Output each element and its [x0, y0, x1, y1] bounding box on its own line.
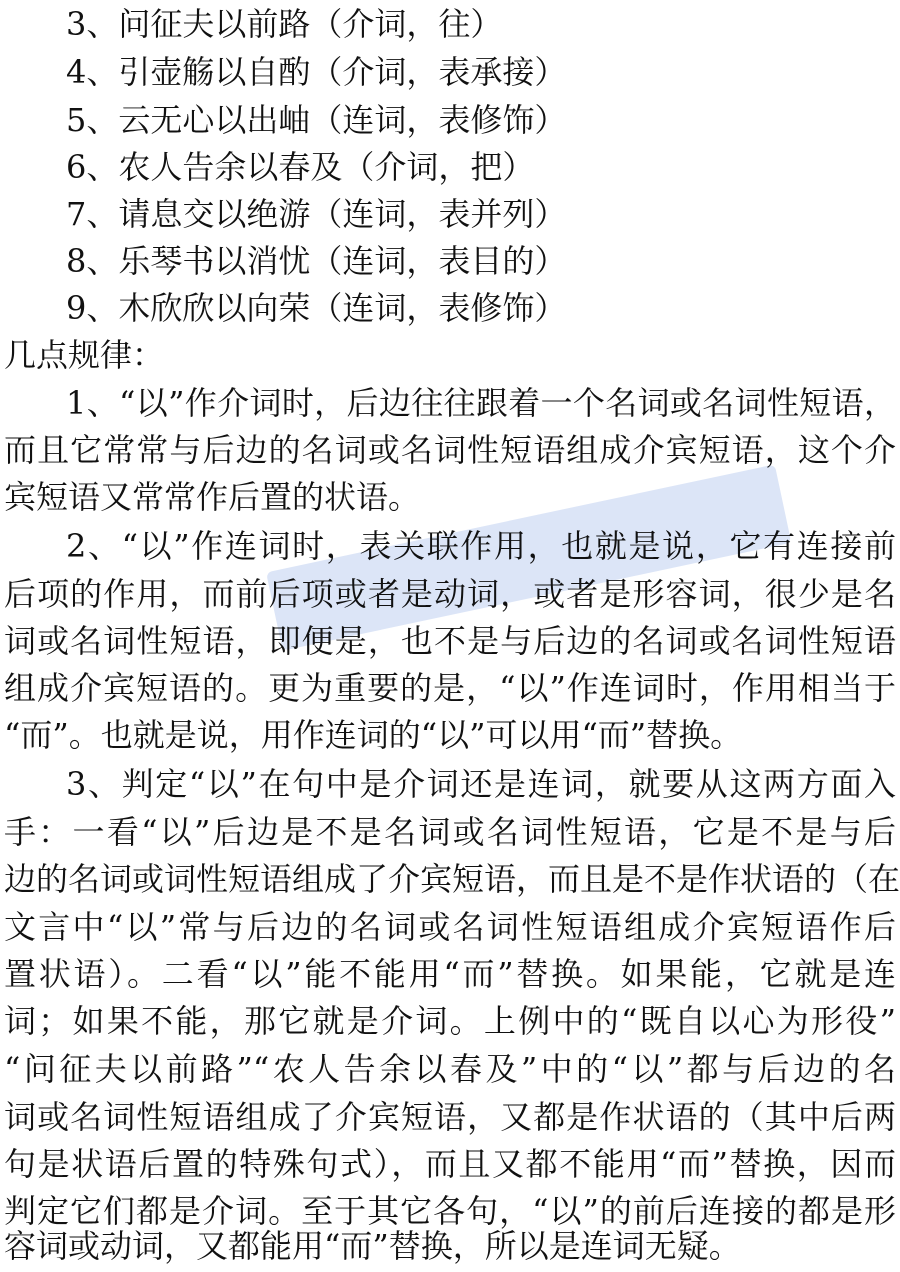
list-item: 8、乐琴书以消忧（连词，表目的） [66, 242, 567, 280]
paragraph-line: 置状语）。二看“以”能不能用“而”替换。如果能，它就是连 [4, 955, 896, 993]
paragraph-line: 容词或动词，又都能用“而”替换，所以是连词无疑。 [4, 1227, 741, 1265]
list-item: 3、问征夫以前路（介词，往） [66, 5, 503, 43]
paragraph-line: 词或名词性短语，即便是，也不是与后边的名词或名词性短语 [4, 622, 896, 660]
paragraph-line: “而”。也就是说，用作连词的“以”可以用“而”替换。 [4, 716, 743, 754]
paragraph-line: 3、判定“以”在句中是介词还是连词，就要从这两方面入 [66, 765, 896, 803]
list-item: 6、农人告余以春及（介词，把） [66, 148, 535, 186]
paragraph-line: 词；如果不能，那它就是介词。上例中的“既自以心为形役” [4, 1002, 896, 1040]
paragraph-line: 1、“以”作介词时，后边往往跟着一个名词或名词性短语， [66, 384, 896, 422]
list-item: 5、云无心以出岫（连词，表修饰） [66, 101, 567, 139]
list-item: 7、请息交以绝游（连词，表并列） [66, 195, 567, 233]
paragraph-line: 宾短语又常常作后置的状语。 [4, 478, 421, 516]
paragraph-line: 词或名词性短语组成了介宾短语，又都是作状语的（其中后两 [4, 1098, 896, 1136]
paragraph-line: 句是状语后置的特殊句式），而且又都不能用“而”替换，因而 [4, 1145, 896, 1183]
paragraph-line: 判定它们都是介词。至于其它各句，“以”的前后连接的都是形 [4, 1192, 896, 1230]
paragraph-line: 手：一看“以”后边是不是名词或名词性短语，它是不是与后 [4, 813, 896, 851]
paragraph-line: 后项的作用，而前后项或者是动词，或者是形容词，很少是名 [4, 575, 896, 613]
paragraph-line: “问征夫以前路”“农人告余以春及”中的“以”都与后边的名 [4, 1050, 896, 1088]
paragraph-line: 而且它常常与后边的名词或名词性短语组成介宾短语，这个介 [4, 431, 896, 469]
paragraph-line: 边的名词或词性短语组成了介宾短语，而且是不是作状语的（在 [4, 860, 900, 898]
list-item: 9、木欣欣以向荣（连词，表修饰） [66, 289, 567, 327]
section-heading: 几点规律： [4, 336, 165, 374]
list-item: 4、引壶觞以自酌（介词，表承接） [66, 53, 567, 91]
paragraph-line: 组成介宾短语的。更为重要的是，“以”作连词时，作用相当于 [4, 669, 896, 707]
paragraph-line: 文言中“以”常与后边的名词或名词性短语组成介宾短语作后 [4, 908, 896, 946]
paragraph-line: 2、“以”作连词时，表关联作用，也就是说，它有连接前 [66, 527, 896, 565]
